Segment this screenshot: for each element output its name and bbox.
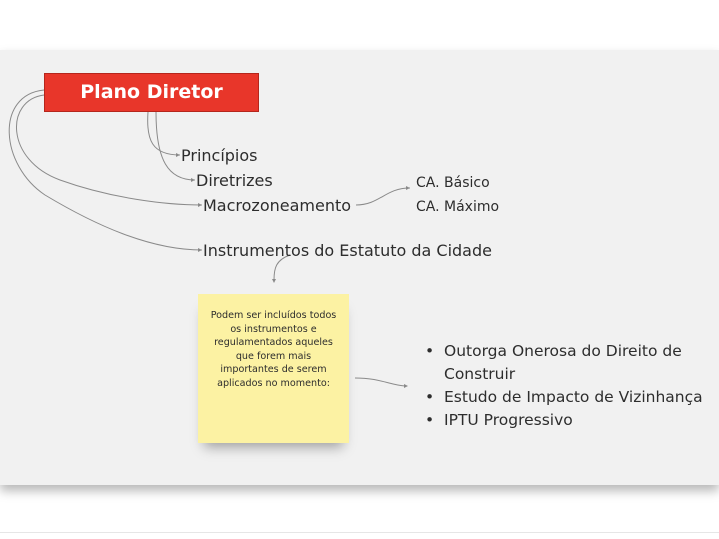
- divider: [0, 532, 719, 533]
- node-principios[interactable]: Princípios: [181, 146, 258, 165]
- connector-ca: [356, 188, 410, 205]
- bullet-dot-icon: •: [425, 342, 435, 360]
- sticky-note[interactable]: Podem ser incluídos todos os instrumentos e regulamentados aqueles que forem mais importantes de serem aplicados no momento:: [198, 294, 349, 443]
- node-instrumentos[interactable]: Instrumentos do Estatuto da Cidade: [203, 241, 492, 260]
- bullet-item[interactable]: [422, 340, 717, 386]
- connector-bullets: [355, 378, 405, 386]
- bullet-item[interactable]: [422, 386, 717, 409]
- bullet-text: Outorga Onerosa do Direito de Construir: [444, 342, 682, 383]
- bullet-item[interactable]: [422, 409, 717, 432]
- ca-maximo[interactable]: CA. Máximo: [416, 199, 500, 215]
- plano-diretor-title[interactable]: Plano Diretor: [44, 73, 259, 112]
- bullet-text: IPTU Progressivo: [444, 411, 573, 429]
- bullet-dot-icon: •: [425, 388, 435, 406]
- connector-instrumentos: [9, 90, 202, 250]
- connector-principios: [148, 112, 180, 155]
- instrumentos-bullet-list: [422, 340, 717, 432]
- bullet-dot-icon: •: [425, 411, 435, 429]
- bullet-text: Estudo de Impacto de Vizinhança: [444, 388, 703, 406]
- node-macrozoneamento[interactable]: Macrozoneamento: [203, 196, 352, 215]
- ca-basico[interactable]: CA. Básico: [416, 175, 490, 191]
- node-diretrizes[interactable]: Diretrizes: [196, 171, 273, 190]
